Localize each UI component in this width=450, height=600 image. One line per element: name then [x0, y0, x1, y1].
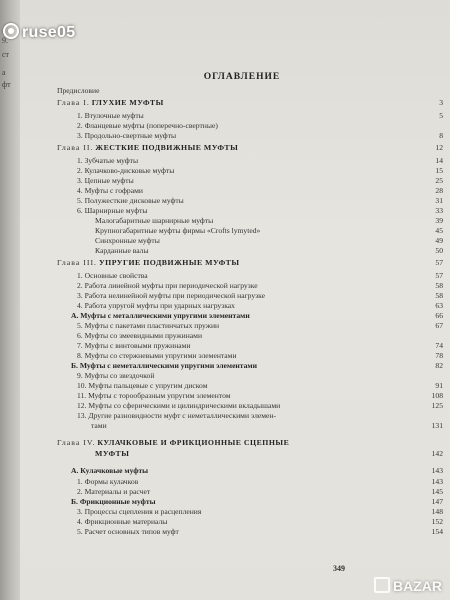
left-page-fragment: 9.	[2, 36, 8, 45]
page-number: 142	[431, 449, 443, 458]
toc-section: Б. Муфты с неметаллическими упругими элементами 82	[71, 361, 443, 370]
chapter-label: Глава III.	[57, 258, 97, 267]
left-page-fragment: фт	[2, 80, 11, 89]
toc-subentry: Синхронные муфты 49	[95, 236, 443, 245]
chapter-label: Глава II.	[57, 143, 94, 152]
chapter-2	[57, 143, 443, 153]
chapter-title: УПРУГИЕ ПОДВИЖНЫЕ МУФТЫ	[98, 258, 240, 267]
toc-entry: 1. Основные свойства 57	[77, 271, 443, 280]
toc-entry: 2. Фланцевые муфты (поперечно-свертные)	[77, 121, 218, 130]
toc-entry: 3. Процессы сцепления и расцепления 148	[77, 507, 443, 516]
toc-entry: 3. Цепные муфты 25	[77, 176, 443, 185]
toc-entry: 6. Муфты со змеевидными пружинами	[77, 331, 203, 340]
toc-entry: 12. Муфты со сферическими и цилиндрическими вкладышами 125	[77, 401, 443, 410]
toc-entry: 1. Формы кулачков 143	[77, 477, 443, 486]
chapter-1	[57, 98, 443, 108]
logo-text: ruse05	[22, 24, 76, 41]
toc-entry: 3. Работа нелинейной муфты при периодической нагрузке 58	[77, 291, 443, 300]
toc-entry: 4. Работа упругой муфты при ударных нагрузках 63	[77, 301, 443, 310]
toc-entry: 4. Фрикционные материалы 152	[77, 517, 443, 526]
toc-entry: 2. Материалы и расчет 145	[77, 487, 443, 496]
chapter-label: Глава I.	[57, 98, 90, 107]
toc-entry: 1. Зубчатые муфты 14	[77, 156, 443, 165]
toc-entry: 5. Муфты с пакетами пластинчатых пружин 67	[77, 321, 443, 330]
toc-section: А. Муфты с металлическими упругими элементами 66	[71, 311, 443, 320]
toc-entry-text: Предисловие	[57, 86, 100, 95]
left-page-edge	[0, 0, 20, 600]
toc-subentry: Малогабаритные шарнирные муфты 39	[95, 216, 443, 225]
toc-entry: 9. Муфты со звездочкой	[77, 371, 155, 380]
chapter-4-title-cont	[95, 449, 443, 459]
watermark-text: BAZAR	[393, 578, 442, 594]
toc-entry: 3. Продольно-свертные муфты 8	[77, 131, 443, 140]
toc-section: А. Кулачковые муфты 143	[71, 466, 443, 475]
toc-entry: 6. Шарнирные муфты 33	[77, 206, 443, 215]
chapter-3	[57, 258, 443, 268]
chapter-4	[57, 438, 427, 448]
search-icon	[3, 23, 19, 39]
chapter-title: ЖЕСТКИЕ ПОДВИЖНЫЕ МУФТЫ	[95, 143, 239, 152]
chapter-title: МУФТЫ	[95, 449, 130, 458]
chapter-title: ГЛУХИЕ МУФТЫ	[91, 98, 164, 107]
toc-entry: тами 131	[91, 421, 443, 430]
toc-entry: 4. Муфты с гофрами 28	[77, 186, 443, 195]
toc-entry: 2. Кулачково-дисковые муфты 15	[77, 166, 443, 175]
page-number: 12	[435, 143, 443, 152]
toc-entry: 11. Муфты с торообразным упругим элементом 108	[77, 391, 443, 400]
page-number: 57	[435, 258, 443, 267]
toc-preface	[57, 86, 427, 96]
toc-entry: 5. Расчет основных типов муфт 154	[77, 527, 443, 536]
toc-section: Б. Фрикционные муфты 147	[71, 497, 443, 506]
toc-entry: 5. Полужесткие дисковые муфты 31	[77, 196, 443, 205]
toc-entry: 13. Другие разновидности муфт с неметаллическими элемен-	[77, 411, 276, 420]
toc-entry: 10. Муфты пальцевые с упругим диском 91	[77, 381, 443, 390]
toc-entry: 2. Работа линейной муфты при периодической нагрузке 58	[77, 281, 443, 290]
chapter-title: КУЛАЧКОВЫЕ И ФРИКЦИОННЫЕ СЦЕПНЫЕ	[97, 438, 290, 447]
book-page	[20, 0, 450, 600]
left-page-fragment: ст	[2, 50, 10, 59]
toc-heading: ОГЛАВЛЕНИЕ	[203, 72, 281, 82]
left-page-fragment: а	[2, 68, 6, 77]
toc-entry: 1. Втулочные муфты 5	[77, 111, 443, 120]
bazar-logo-icon	[374, 577, 390, 593]
toc-entry: 7. Муфты с винтовыми пружинами 74	[77, 341, 443, 350]
table-of-contents	[57, 0, 443, 600]
folio-number: 349	[333, 564, 345, 573]
bazar-watermark	[374, 577, 442, 594]
ruse05-logo	[3, 23, 75, 42]
toc-subentry: Крупногабаритные муфты фирмы «Crofts lymyted» 45	[95, 226, 443, 235]
toc-subentry: Карданные валы 50	[95, 246, 443, 255]
toc-entry: 8. Муфты со стержневыми упругими элементами 78	[77, 351, 443, 360]
chapter-label: Глава IV.	[57, 438, 96, 447]
page-number: 3	[439, 98, 443, 107]
